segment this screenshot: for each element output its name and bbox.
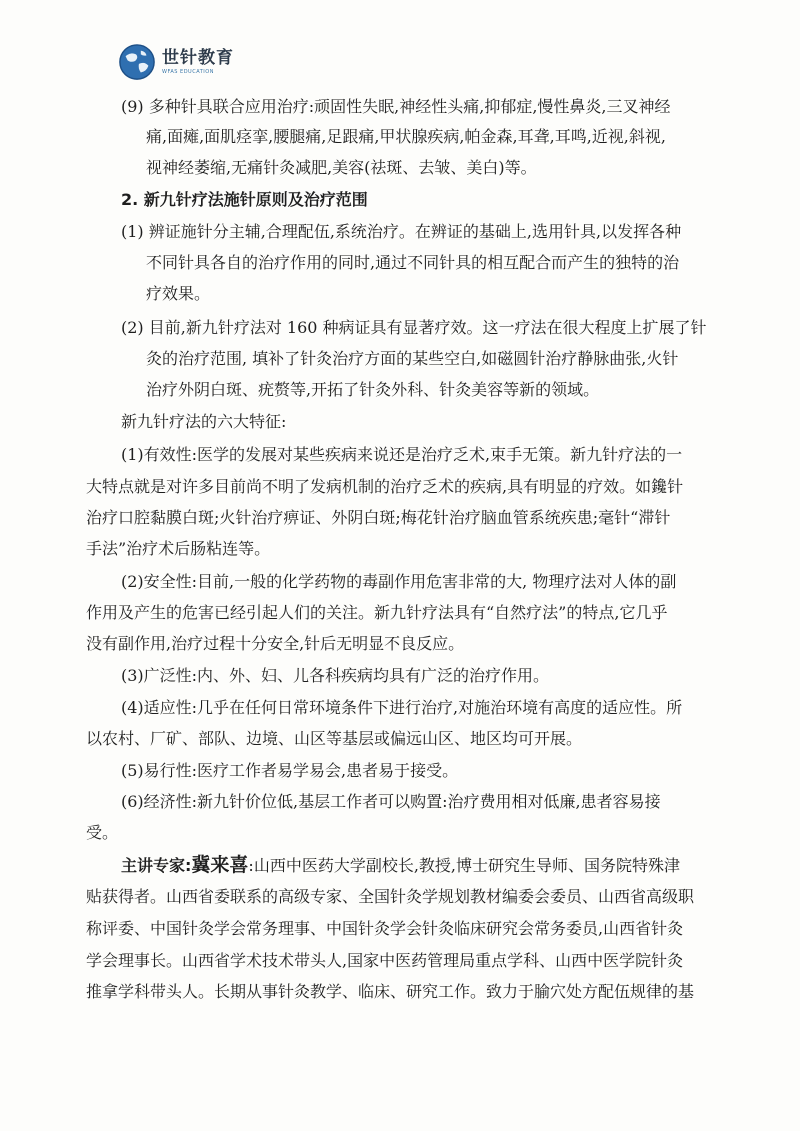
item9-line3: 视神经萎缩,无痛针灸减肥,美容(祛斑、去皱、美白)等。 (146, 158, 537, 177)
s2p1-line3: 疗效果。 (146, 284, 211, 303)
expert-line5: 推拿学科带头人。长期从事针灸教学、临床、研究工作。致力于腧穴处方配伍规律的基 (86, 982, 695, 1001)
s2p2-line3: 治疗外阴白斑、疣赘等,开拓了针灸外科、针灸美容等新的领域。 (146, 380, 600, 399)
f2-line3: 没有副作用,治疗过程十分安全,针后无明显不良反应。 (86, 634, 465, 653)
f1-line4: 手法”治疗术后肠粘连等。 (86, 539, 271, 558)
expert-name: 冀来喜 (191, 854, 249, 876)
f1-line3: 治疗口腔黏膜白斑;火针治疗痹证、外阴白斑;梅花针治疗脑血管系统疾患;毫针“滞针 (86, 508, 671, 527)
s2p1-line1: (1) 辨证施针分主辅,合理配伍,系统治疗。在辨证的基础上,选用针具,以发挥各种 (121, 222, 682, 241)
expert-line2: 贴获得者。山西省委联系的高级专家、全国针灸学规划教材编委会委员、山西省高级职 (86, 887, 695, 906)
logo (118, 42, 234, 82)
f1-line1: (1)有效性:医学的发展对某些疾病来说还是治疗乏术,束手无策。新九针疗法的一 (121, 445, 683, 464)
f2-line2: 作用及产生的危害已经引起人们的关注。新九针疗法具有“自然疗法”的特点,它几乎 (86, 603, 668, 622)
f6-line2: 受。 (86, 823, 119, 842)
f6-line1: (6)经济性:新九针价位低,基层工作者可以购置:治疗费用相对低廉,患者容易接 (121, 792, 661, 811)
globe-icon (118, 43, 156, 81)
logo-subtitle: WFAS EDUCATION (162, 68, 214, 75)
f5-line1: (5)易行性:医疗工作者易学易会,患者易于接受。 (121, 761, 459, 780)
f3-line1: (3)广泛性:内、外、妇、儿各科疾病均具有广泛的治疗作用。 (121, 666, 550, 685)
section2-heading: 2. 新九针疗法施针原则及治疗范围 (121, 190, 368, 209)
expert-line1-rest: :山西中医药大学副校长,教授,博士研究生导师、国务院特殊津 (248, 856, 680, 875)
expert-label: 主讲专家: (121, 856, 192, 875)
f1-line2: 大特点就是对许多目前尚不明了发病机制的治疗乏术的疾病,具有明显的疗效。如鑱针 (86, 477, 684, 496)
s2p2-line1: (2) 目前,新九针疗法对 160 种病证具有显著疗效。这一疗法在很大程度上扩展了针 (121, 318, 707, 337)
features-title: 新九针疗法的六大特征: (121, 412, 287, 431)
f2-line1: (2)安全性:目前,一般的化学药物的毒副作用危害非常的大, 物理疗法对人体的副 (121, 572, 677, 591)
expert-line1 (121, 855, 680, 876)
expert-line3: 称评委、中国针灸学会常务理事、中国针灸学会针灸临床研究会常务委员,山西省针灸 (86, 919, 684, 938)
item9-line2: 痛,面瘫,面肌痉挛,腰腿痛,足跟痛,甲状腺疾病,帕金森,耳聋,耳鸣,近视,斜视, (146, 127, 666, 146)
s2p2-line2: 灸的治疗范围, 填补了针灸治疗方面的某些空白,如磁圆针治疗静脉曲张,火针 (146, 349, 679, 368)
f4-line1: (4)适应性:几乎在任何日常环境条件下进行治疗,对施治环境有高度的适应性。所 (121, 698, 683, 717)
item9-line1: (9) 多种针具联合应用治疗:顽固性失眠,神经性头痛,抑郁症,慢性鼻炎,三叉神经 (121, 97, 671, 116)
s2p1-line2: 不同针具各自的治疗作用的同时,通过不同针具的相互配合而产生的独特的治 (146, 253, 680, 272)
f4-line2: 以农村、厂矿、部队、边境、山区等基层或偏远山区、地区均可开展。 (86, 729, 583, 748)
logo-name: 世针教育 (162, 47, 234, 68)
expert-line4: 学会理事长。山西省学术技术带头人,国家中医药管理局重点学科、山西中医学院针灸 (86, 951, 684, 970)
